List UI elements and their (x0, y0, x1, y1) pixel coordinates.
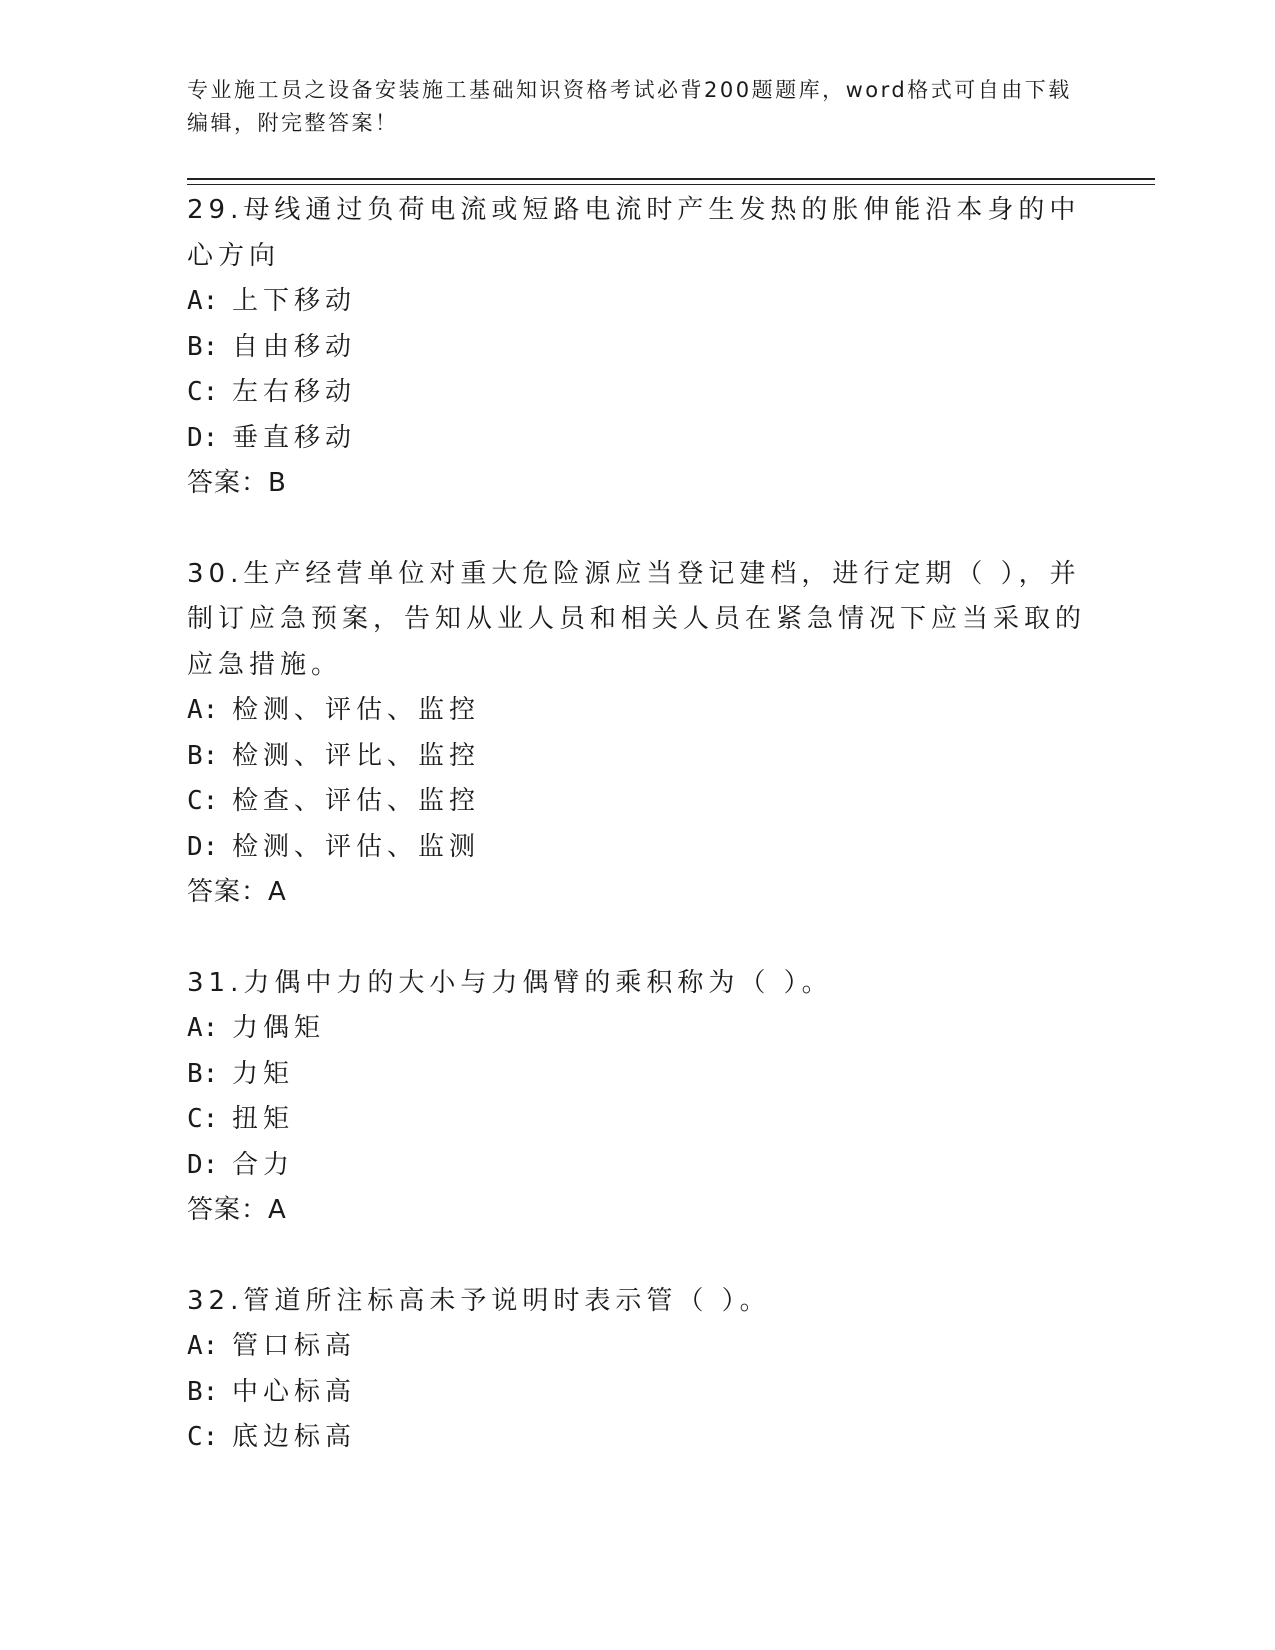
question-list (187, 188, 1087, 1461)
option-text: 检查、评估、监控 (232, 786, 481, 816)
question-spacer (187, 1234, 1087, 1279)
header-divider-thin (187, 184, 1155, 185)
option-letter: C: (187, 786, 219, 816)
header-divider-thick (187, 178, 1155, 180)
option-text: 上下移动 (232, 286, 357, 316)
question-text: 30.生产经营单位对重大危险源应当登记建档，进行定期（ ），并制订应急预案，告知从业人员和相关人员在紧急情况下应当采取的应急措施。 (187, 558, 1087, 680)
option-c (187, 779, 1087, 825)
option-d (187, 416, 1087, 462)
option-text: 扭矩 (232, 1104, 295, 1134)
option-letter: A: (187, 695, 219, 725)
option-text: 力偶矩 (232, 1013, 326, 1043)
option-letter: C: (187, 1104, 219, 1134)
option-letter: A: (187, 286, 219, 316)
option-letter: B: (187, 1058, 219, 1089)
answer-line: 答案：A (187, 1195, 287, 1225)
question-spacer (187, 916, 1087, 961)
option-text: 检测、评比、监控 (232, 740, 481, 771)
document-header: 专业施工员之设备安装施工基础知识资格考试必背200题题库，word格式可自由下载编辑，附完整答案！ (187, 78, 1072, 135)
question-text: 29.母线通过负荷电流或短路电流时产生发热的胀伸能沿本身的中心方向 (187, 195, 1081, 271)
option-b (187, 1370, 1087, 1416)
option-letter: B: (187, 740, 219, 771)
option-text: 自由移动 (232, 331, 357, 362)
option-text: 垂直移动 (232, 422, 357, 453)
question-spacer (187, 507, 1087, 552)
option-text: 力矩 (232, 1058, 295, 1089)
question-31 (187, 961, 1087, 1234)
option-letter: D: (187, 1149, 219, 1180)
option-b (187, 325, 1087, 371)
option-b (187, 734, 1087, 780)
option-a (187, 1006, 1087, 1052)
option-text: 中心标高 (232, 1376, 357, 1407)
option-letter: D: (187, 422, 219, 453)
option-letter: B: (187, 1376, 219, 1407)
question-text: 32.管道所注标高未予说明时表示管（ ）。 (187, 1285, 771, 1316)
option-text: 管口标高 (232, 1331, 357, 1361)
option-letter: C: (187, 1422, 219, 1452)
option-c (187, 1415, 1087, 1461)
answer-line: 答案：B (187, 468, 287, 498)
option-text: 合力 (232, 1149, 295, 1180)
option-d (187, 1143, 1087, 1189)
option-text: 检测、评估、监测 (232, 831, 481, 862)
option-b (187, 1052, 1087, 1098)
option-a (187, 279, 1087, 325)
option-c (187, 370, 1087, 416)
option-text: 检测、评估、监控 (232, 695, 481, 725)
option-text: 底边标高 (232, 1422, 357, 1452)
question-29 (187, 188, 1087, 507)
option-letter: A: (187, 1331, 219, 1361)
option-c (187, 1097, 1087, 1143)
option-letter: B: (187, 331, 219, 362)
option-a (187, 1324, 1087, 1370)
option-letter: A: (187, 1013, 219, 1043)
question-32 (187, 1279, 1087, 1461)
option-d (187, 825, 1087, 871)
answer-line: 答案：A (187, 877, 287, 907)
question-30 (187, 552, 1087, 916)
option-letter: C: (187, 377, 219, 407)
option-text: 左右移动 (232, 377, 357, 407)
option-letter: D: (187, 831, 219, 862)
option-a (187, 688, 1087, 734)
question-text: 31.力偶中力的大小与力偶臂的乘积称为（ ）。 (187, 967, 833, 998)
